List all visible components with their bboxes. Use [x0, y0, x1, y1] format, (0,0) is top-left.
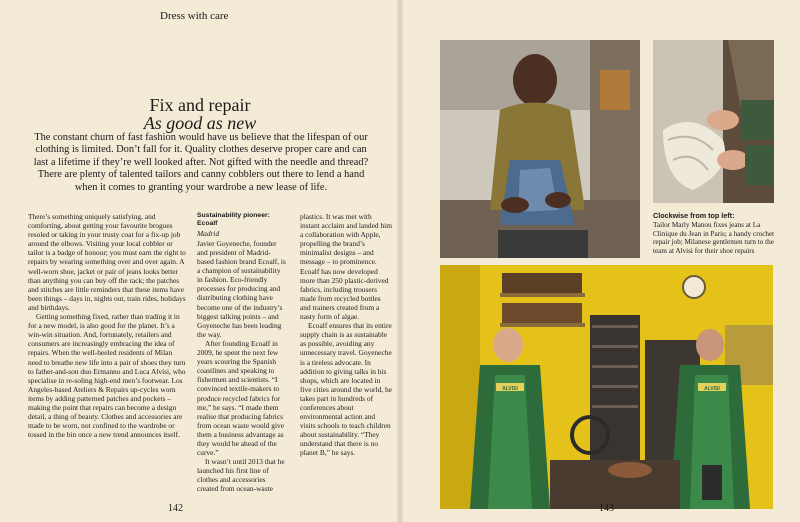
sidebar-column-continued [300, 212, 392, 458]
sidebar-paragraph: It wasn’t until 2013 that he launched his first line of clothes and accessories created from ocean-waste [197, 457, 285, 494]
body-paragraph: Getting something fixed, rather than trading it in for a new model, is also good for the planet. It’s a win-win situation. And, fortunately, retailers and consumers are increasingly embracing the idea of repairs. When the well-heeled residents of Milan need to breathe new life into a pair of shoes they turn to father-and-son duo Ermanno and Luca Alvisi, who specialise in re-soling high-end men’s footwear. Los Angeles-based Ateliers & Repairs up-cycles worn items by adding patterned patches and pockets – making the point that repairs can become a design detail, a thing of beauty. Clothes and accessories are made to be worn, not confined to the wardrobe or tossed in the bin once a new trend announces itself. [28, 312, 186, 440]
body-column-1 [28, 212, 186, 439]
sidebar-column [197, 212, 287, 494]
article-subtitle: As good as new [143, 113, 257, 133]
sidebar-paragraph: Javier Goyeneche, founder and president of Madrid-based fashion brand Ecoalf, is a champion of sustainability in fashion. Eco-friendly processes for producing and distributing clothing have become one of the industry’s biggest talking points – and Goyeneche has been leading the way. [197, 238, 286, 339]
photo-crochet-repair [653, 40, 774, 203]
body-paragraph: There’s something uniquely satisfying, and comforting, about getting your favourite brogues resoled or taking in your trusty coat for a fix-up job around the elbows. Visiting your local cobbler or tailor is a badge of honour; you must earn the right to repairs by wearing something over and over again. A well-worn shoe, jacket or pair of jeans looks better than anything you can buy off the rack; the patches and stitches are little reminders that these items have been things – days in, nights out, train rides, holidays and birthdays. [28, 212, 186, 312]
caption-heading: Clockwise from top left: [653, 211, 735, 220]
apron-logo-right: ALVISI [704, 386, 720, 392]
running-head: Dress with care [160, 10, 229, 22]
photo-shoe-repair-workshop [440, 265, 773, 509]
spread-gutter [397, 0, 403, 522]
article-title: Fix and repair [149, 95, 251, 115]
caption-text: Tailor Marly Manou fixes jeans at La Clinique du Jean in Paris; a handy crochet repair job; Milanese gentlemen turn to the team at Alvisi for their shoe repairs [653, 220, 775, 256]
sidebar-paragraph: After founding Ecoalf in 2009, he spent the next few years scouring the Spanish coastlines and speaking to fishermen and scientists. “I convinced textile-makers to produce recycled fabrics for me,” he says. “I made them realise that producing fabrics from ocean waste would give them a business advantage as they would be ahead of the curve.” [197, 338, 285, 458]
apron-logo-left: ALVISI [502, 386, 518, 392]
sidebar-paragraph: plastics. It was met with instant acclaim and landed him a collaboration with Apple, propelling the brand’s minimalist designs – and message – to prominence. Ecoalf has now developed more than 250 plastic-derived fabrics, including trousers made from recycled bottles and trainers created from a nasty form of algae. [300, 212, 392, 322]
sidebar-location: Madrid [197, 228, 220, 238]
sidebar-title: Sustainability pioneer: Ecoalf [197, 212, 270, 228]
sidebar-paragraph: Ecoalf ensures that its entire supply chain is as sustainable as possible, avoiding any unnecessary travel. Goyeneche is a tireless advocate. In addition to giving talks in his shops, which are located in five cities around the world, he takes part in hundreds of conferences about environmental action and visits schools to teach children about sustainability. “They understand that there is no planet B,” he says. [300, 321, 392, 458]
article-intro: The constant churn of fast fashion would have us believe that the lifespan of our clothing is limited. Don’t fall for it. Quality clothes deserve proper care and can last a lifetime if they’re well looked after. Not gifted with the needle and thread? There are plenty of talented tailors and canny cobblers out there to lend a hand when it comes to granting your wardrobe a new lease of life. [33, 132, 369, 193]
page-number-left: 142 [168, 503, 183, 514]
right-page [400, 0, 800, 522]
photo-tailor-fixing-jeans [440, 40, 640, 258]
page-number-right: 143 [599, 503, 614, 514]
photo-caption [653, 212, 781, 256]
